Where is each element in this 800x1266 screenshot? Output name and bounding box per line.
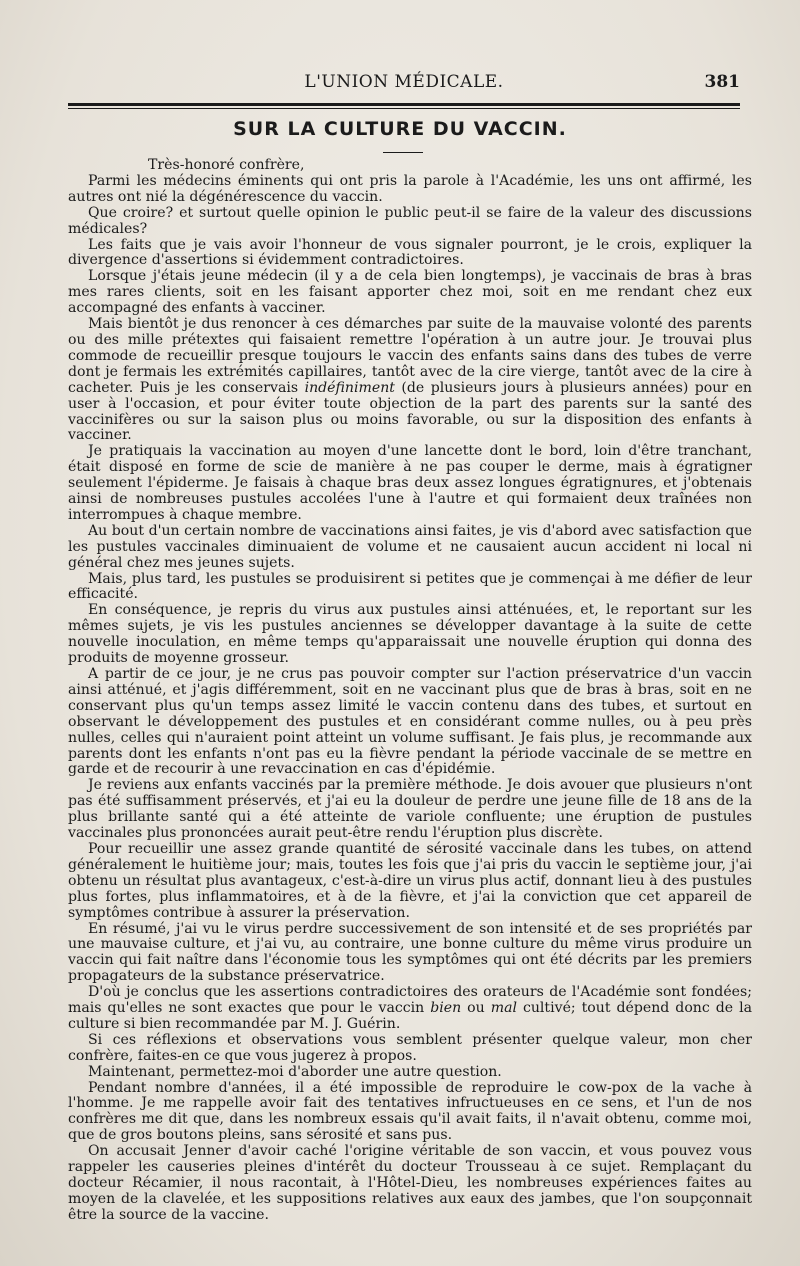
paragraph: Parmi les médecins éminents qui ont pris la parole à l'Académie, les uns ont affirmé, les autres ont nié la dégénérescence du vaccin.	[68, 172, 752, 205]
paragraph-text: ou	[461, 1000, 491, 1017]
paragraph: Lorsque j'étais jeune médecin (il y a de cela bien longtemps), je vaccinais de bras à bras mes rares clients, soit en les faisant apporter chez moi, soit en me rendant chez eux accompagné des enfants à vacciner.	[68, 268, 752, 317]
paragraph: Je pratiquais la vaccination au moyen d'une lancette dont le bord, loin d'être tranchant, était disposé en forme de scie de manière à ne pas couper le derme, mais à égratigner seulement l'épiderme. Je faisais à chaque bras deux assez longues égratignures, et j'obtenais ainsi de nombreuses pustules accolées l'une à l'autre et qui formaient deux traînées non interrompues à chaque membre.	[68, 443, 752, 523]
article-title: SUR LA CULTURE DU VACCIN.	[233, 118, 567, 140]
running-title: L'UNION MÉDICALE.	[304, 72, 504, 92]
paragraph-text: (de plusieurs jours à plusieurs années) pour en user à l'occasion, et pour éviter toute objection de la part des parents sur la santé des vaccinifères ou sur la saison plus ou moins favorable, ou sur la disposition des enfants à vacciner.	[68, 379, 752, 444]
article-body	[68, 158, 752, 1224]
emphasis: mal	[490, 1000, 517, 1017]
paragraph: Maintenant, permettez-moi d'aborder une autre question.	[88, 1063, 502, 1080]
paragraph-text: Mais bientôt je dus renoncer à ces démarches par suite de la mauvaise volonté des parents ou des mille prétextes qui faisaient remettre l'opération à un autre jour. Je trouvai plus commode de recueillir presque toujours le vaccin des enfants sains dans des tubes de verre dont je fermais les extrémités capillaires, tantôt avec de la cire vierge, tantôt avec de la cire à cacheter. Puis je les conservais	[68, 316, 752, 396]
paragraph: Pour recueillir une assez grande quantité de sérosité vaccinale dans les tubes, on attend généralement le huitième jour; mais, toutes les fois que j'ai pris du vaccin le septième jour, j'ai obtenu un résultat plus avantageux, c'est-à-dire un virus plus actif, donnant lieu à des pustules plus fortes, plus inflammatoires, et à de la fièvre, et j'ai la conviction que cet appareil de symptômes contribue à assurer la préservation.	[68, 840, 752, 921]
header-rule-thin	[68, 108, 740, 109]
page-number: 381	[704, 72, 740, 92]
paragraph: Si ces réflexions et observations vous semblent présenter quelque valeur, mon cher confrère, faites-en ce que vous jugerez à propos.	[68, 1031, 752, 1064]
paragraph: En conséquence, je repris du virus aux pustules ainsi atténuées, et, le reportant sur les mêmes sujets, je vis les pustules anciennes se développer davantage à la suite de cette nouvelle inoculation, en même temps qu'apparaissait une nouvelle éruption qui donna des produits de moyenne grosseur.	[68, 602, 752, 667]
paragraph: Mais, plus tard, les pustules se produisirent si petites que je commençai à me défier de leur efficacité.	[68, 570, 752, 603]
paragraph	[68, 317, 752, 444]
title-rule	[383, 152, 423, 153]
paragraph: Au bout d'un certain nombre de vaccinations ainsi faites, je vis d'abord avec satisfaction que les pustules vaccinales diminuaient de volume et ne causaient aucun accident ni local ni général chez mes jeunes sujets.	[68, 522, 752, 571]
emphasis: indéfiniment	[304, 379, 395, 396]
paragraph: Que croire? et surtout quelle opinion le public peut-il se faire de la valeur des discussions médicales?	[68, 204, 752, 237]
header-rule-thick	[68, 103, 740, 106]
emphasis: bien	[430, 1000, 462, 1017]
paragraph: On accusait Jenner d'avoir caché l'origine véritable de son vaccin, et vous pouvez vous rappeler les causeries pleines d'intérêt du docteur Trousseau à ce sujet. Remplaçant du docteur Récamier, il nous racontait, à l'Hôtel-Dieu, les nombreuses expériences faites au moyen de la clavelée, et les suppositions relatives aux eaux des jambes, que l'on soupçonnait être la source de la vaccine.	[68, 1143, 752, 1223]
salutation: Très-honoré confrère,	[148, 157, 305, 173]
page-header	[68, 72, 740, 100]
paragraph: Les faits que je vais avoir l'honneur de vous signaler pourront, je le crois, expliquer la divergence d'assertions si évidemment contradictoires.	[68, 236, 752, 269]
paragraph-text: D'où je conclus que les assertions contradictoires des orateurs de l'Académie sont fondées; mais qu'elles ne sont exactes que pour le vaccin	[68, 984, 752, 1017]
paragraph: Pendant nombre d'années, il a été impossible de reproduire le cow-pox de la vache à l'homme. Je me rappelle avoir fait des tentatives infructueuses en ce sens, et l'un de nos confrères me dit que, dans les nombreux essais qu'il avait faits, il n'avait obtenu, comme moi, que de gros boutons pleins, sans sérosité et sans pus.	[68, 1079, 752, 1144]
paragraph	[68, 985, 752, 1033]
paragraph-text: cultivé; tout dépend donc de la culture si bien recommandée par M. J. Guérin.	[68, 1000, 752, 1032]
paragraph: En résumé, j'ai vu le virus perdre successivement de son intensité et de ses propriétés par une mauvaise culture, et j'ai vu, au contraire, une bonne culture du même virus produire un vaccin qui fait naître dans l'économie tous les symptômes qui ont été décrits par les premiers propagateurs de la substance préservatrice.	[68, 920, 752, 985]
paragraph: A partir de ce jour, je ne crus pas pouvoir compter sur l'action préservatrice d'un vaccin ainsi atténué, et j'agis différemment, soit en ne vaccinant plus que de bras à bras, soit en ne conservant plus qu'un temps assez limité le vaccin contenu dans des tubes, et surtout en observant le développement des pustules et en considérant comme nulles, ou à peu près nulles, celles qui n'auraient point atteint un volume suffisant. Je fais plus, je recommande aux parents dont les enfants n'ont pas eu la fièvre pendant la période vaccinale de se mettre en garde et de recourir à une revaccination en cas d'épidémie.	[68, 666, 752, 778]
paragraph: Je reviens aux enfants vaccinés par la première méthode. Je dois avouer que plusieurs n'ont pas été suffisamment préservés, et j'ai eu la douleur de perdre une jeune fille de 18 ans de la plus brillante santé qui a été atteinte de variole confluente; une éruption de pustules vaccinales plus prononcées aurait peut-être rendu l'éruption plus discrète.	[68, 777, 752, 842]
